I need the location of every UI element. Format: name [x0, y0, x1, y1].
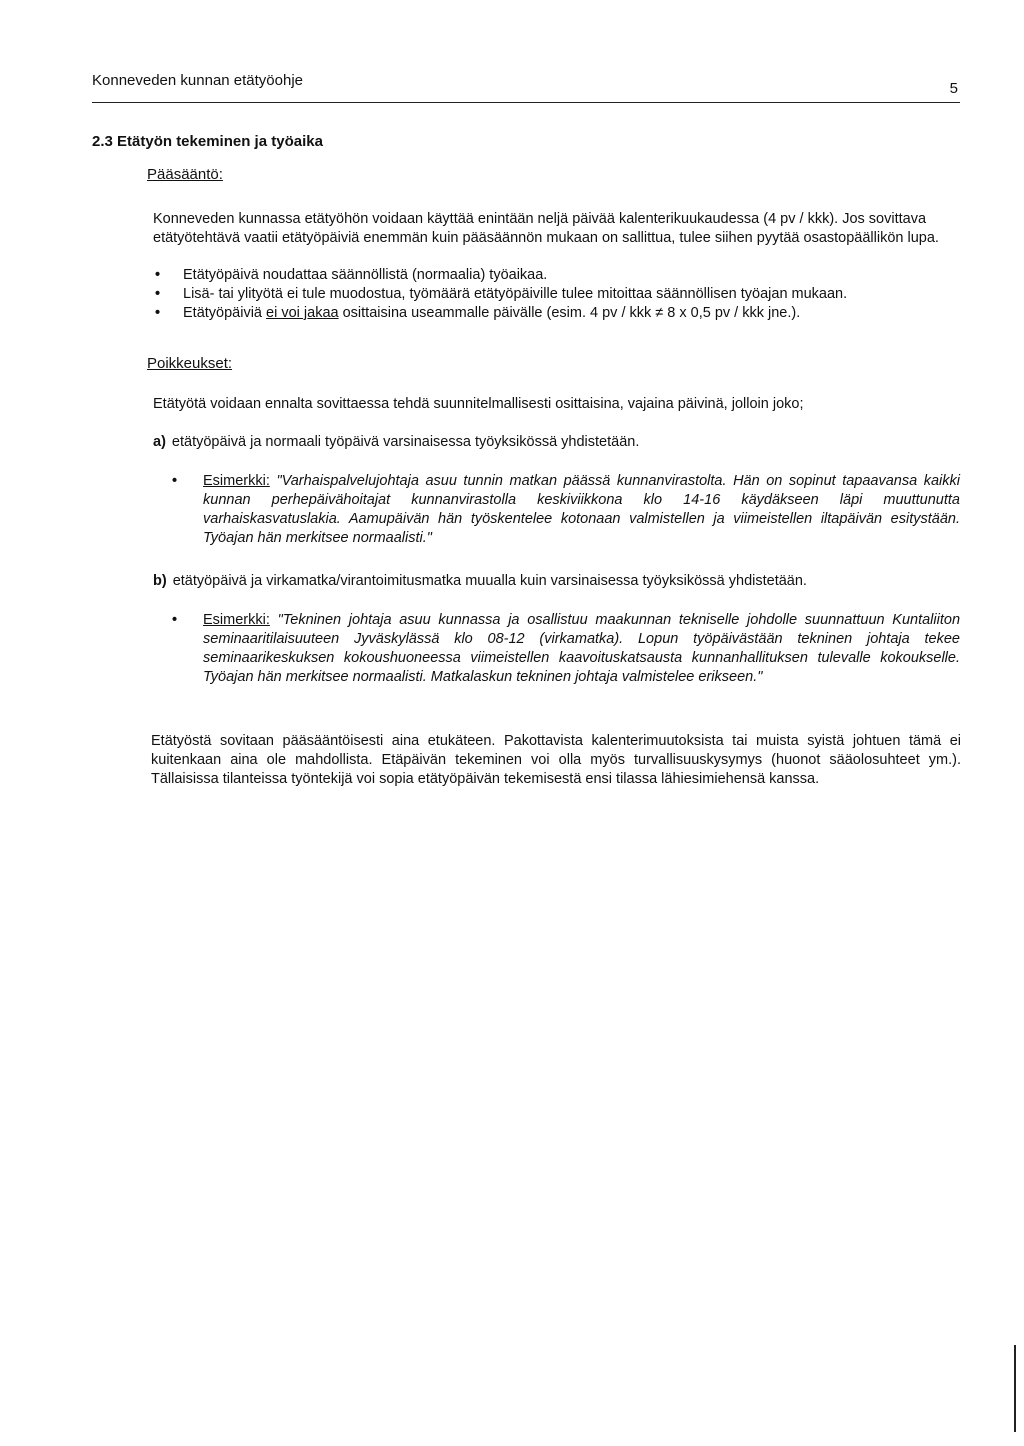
rule-heading: Pääsääntö: [147, 166, 223, 183]
bullet-item [155, 285, 985, 304]
bullet-icon: • [172, 612, 178, 628]
example-text: "Varhaispalvelujohtaja asuu tunnin matkan päässä kunnanvirastolta. Hän on sopinut tapaavansa kaikki kunnan perhepäivähoitajat kunnanvirastolla keskiviikkona klo 14-16 käydäkseen läpi muuttunutta varhaiskasvatuslakia. Aamupäivän hän työskentelee kotonaan valmistellen ja viimeistellen iltapäivän esitystään. Työajan hän merkitsee normaalisti." [203, 473, 960, 546]
bullet-text: Lisä- tai ylityötä ei tule muodostua, työmäärä etätyöpäiville tulee mitoittaa säännöllisen työajan mukaan. [183, 286, 848, 302]
bullet-text-prefix: Etätyöpäiviä [183, 305, 262, 321]
bullet-item [155, 304, 985, 323]
example-text: "Tekninen johtaja asuu kunnassa ja osallistuu maakunnan tekniselle johdolle suunnattuun Kuntaliiton seminaaritilaisuuteen Jyväskylässä klo 08-12 (virkamatka). Lopun työpäivästään tekninen johtaja tekee seminaarikeskuksen kokoushuoneessa viimeistellen kaavoituskatsausta kunnanhallituksen tulevalle kokoukselle. Työajan hän merkitsee normaalisti. Matkalaskun tekninen johtaja valmistelee erikseen." [203, 612, 961, 685]
page-number: 5 [949, 80, 958, 97]
bullet-icon: • [172, 473, 178, 489]
document-title: Konneveden kunnan etätyöohje [92, 72, 304, 89]
bullet-text-suffix: osittaisina useammalle päivälle (esim. 4 pv / kkk ≠ 8 x 0,5 pv / kkk jne.). [342, 305, 801, 321]
case-a [153, 434, 973, 450]
bullet-text-underlined: ei voi jakaa [266, 305, 339, 321]
closing-paragraph: Etätyöstä sovitaan pääsääntöisesti aina etukäteen. Pakottavista kalenterimuutoksista tai muista syistä johtuen tämä ei kuitenkaan aina ole mahdollista. Etäpäivän tekeminen voi olla myös turvallisuuskysymys (huonot sääolosuhteet ym.). Tällaisissa tilanteissa työntekijä voi sopia etätyöpäivän tekemisestä ensi tilassa lähiesimiehensä kanssa. [151, 733, 961, 787]
case-b-example [172, 611, 961, 687]
section-title: 2.3 Etätyön tekeminen ja työaika [92, 133, 323, 150]
case-b-example-body [175, 611, 960, 687]
case-a-text: etätyöpäivä ja normaali työpäivä varsinaisessa työyksikössä yhdistetään. [171, 434, 640, 450]
bullet-item [155, 266, 985, 285]
rule-paragraph: Konneveden kunnassa etätyöhön voidaan käyttää enintään neljä päivää kalenterikuukaudessa (4 pv / kkk). Jos sovittava etätyötehtävä vaatii etätyöpäiviä enemmän kuin pääsäännön mukaan on sallittua, tulee siihen pyytää osastopäällikön lupa. [153, 211, 939, 246]
case-a-example-body [175, 472, 960, 548]
example-label: Esimerkki: [203, 612, 270, 628]
exceptions-heading: Poikkeukset: [147, 355, 233, 372]
scan-edge-line [1014, 1345, 1016, 1432]
example-label: Esimerkki: [203, 473, 270, 489]
bullet-text: Etätyöpäivä noudattaa säännöllistä (normaalia) työaikaa. [183, 267, 548, 283]
case-b [153, 573, 973, 589]
case-b-text: etätyöpäivä ja virkamatka/virantoimitusmatka muualla kuin varsinaisessa työyksikössä yhdistetään. [172, 573, 807, 589]
exceptions-intro: Etätyötä voidaan ennalta sovittaessa tehdä suunnitelmallisesti osittaisina, vajaina päivinä, jolloin joko; [153, 396, 804, 412]
case-b-letter: b) [153, 573, 167, 589]
rule-bullet-list [155, 266, 985, 323]
case-a-letter: a) [153, 434, 166, 450]
case-a-example [172, 472, 960, 548]
page-header [92, 72, 960, 103]
